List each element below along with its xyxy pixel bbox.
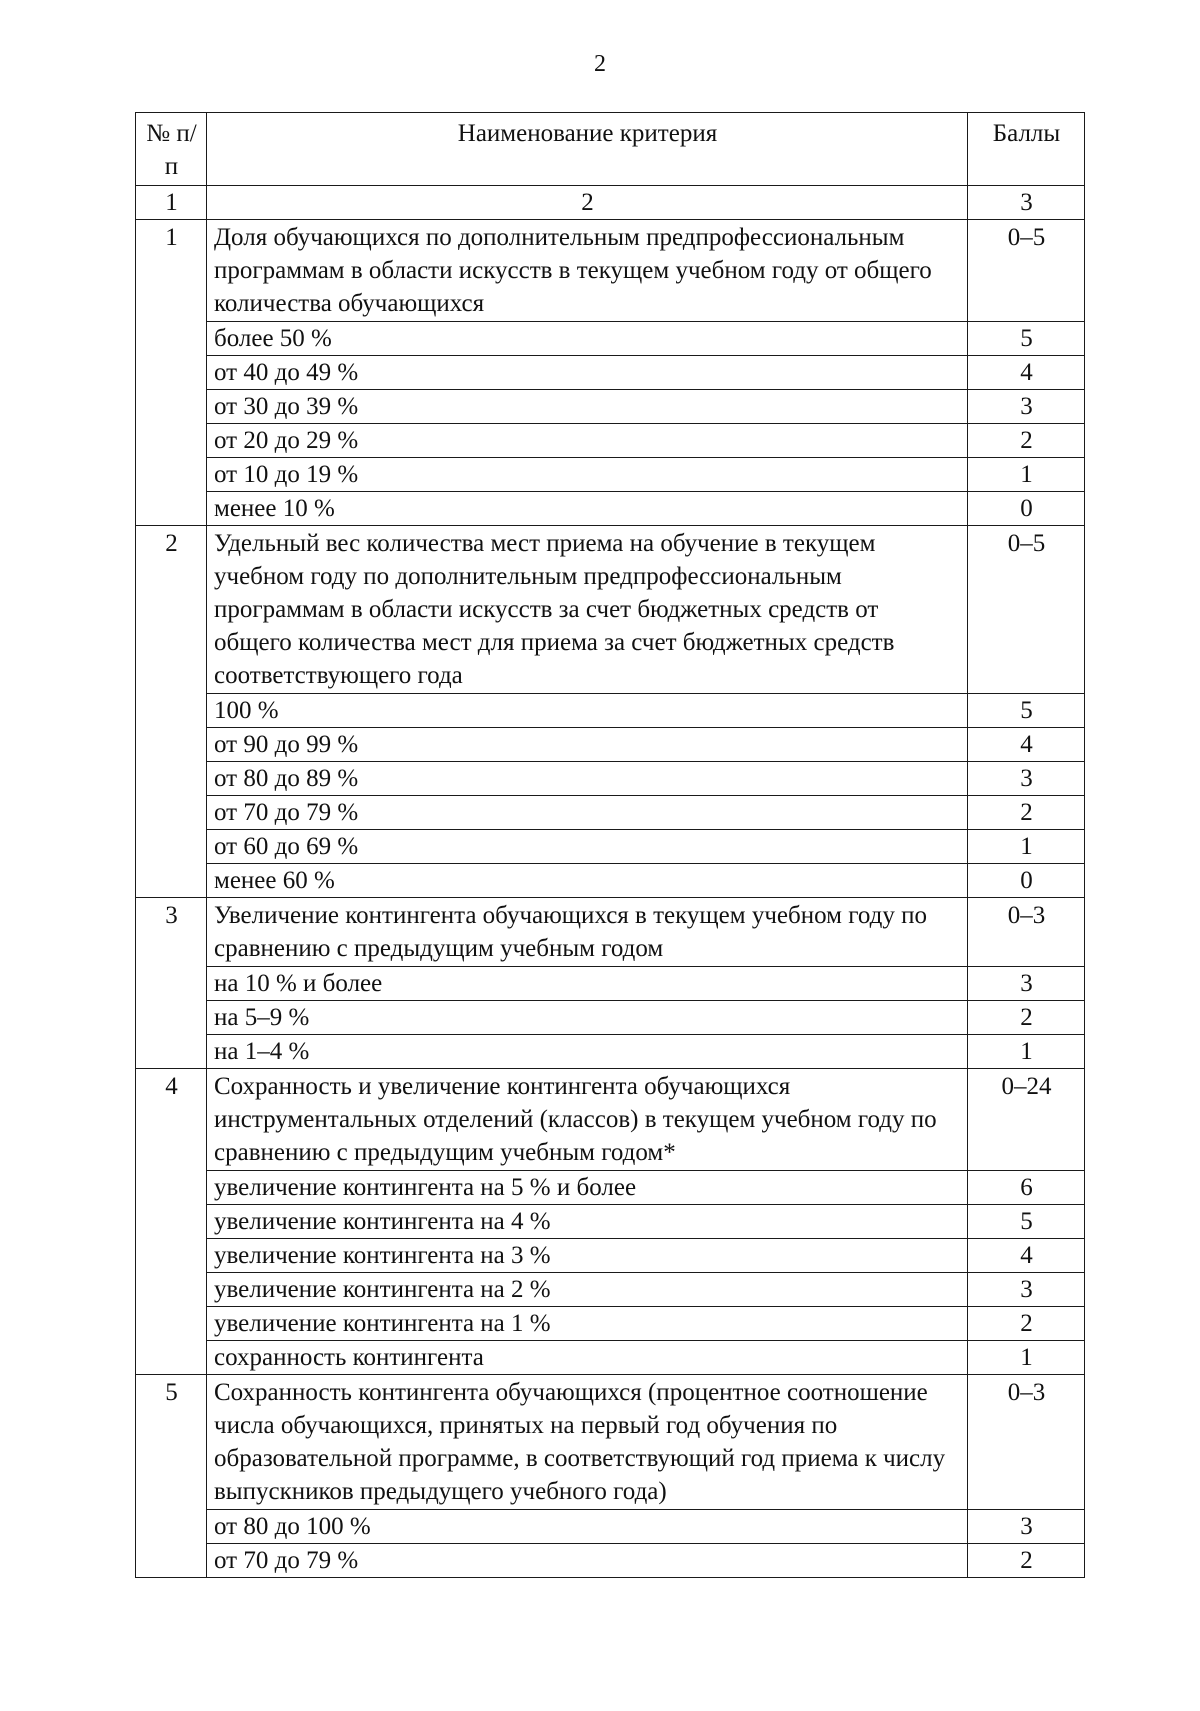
option-label: от 90 до 99 %	[207, 728, 968, 762]
option-row	[136, 424, 1085, 458]
option-label: менее 60 %	[207, 864, 968, 898]
option-label: 100 %	[207, 694, 968, 728]
option-row	[136, 864, 1085, 898]
page-number: 2	[594, 51, 606, 77]
header-name: Наименование критерия	[207, 113, 968, 186]
criterion-points-range: 0–5	[968, 220, 1085, 322]
criterion-row	[136, 1375, 1085, 1510]
option-points: 2	[968, 424, 1085, 458]
option-label: на 5–9 %	[207, 1001, 968, 1035]
option-row	[136, 492, 1085, 526]
header-points: Баллы	[968, 113, 1085, 186]
option-points: 5	[968, 1205, 1085, 1239]
criterion-name: Доля обучающихся по дополнительным предпрофессиональным программам в области искусств в текущем учебном году от общего количества обучающихся	[207, 220, 968, 322]
column-number-2: 2	[207, 186, 968, 220]
option-label: от 80 до 89 %	[207, 762, 968, 796]
option-points: 1	[968, 458, 1085, 492]
option-label: от 10 до 19 %	[207, 458, 968, 492]
option-points: 5	[968, 322, 1085, 356]
criterion-name: Сохранность контингента обучающихся (процентное соотношение числа обучающихся, принятых на первый год обучения по образовательной программе, в соответствующий год приема к числу выпускников предыдущего учебного года)	[207, 1375, 968, 1510]
option-row	[136, 1171, 1085, 1205]
option-row	[136, 1205, 1085, 1239]
criterion-number: 2	[136, 526, 207, 898]
option-label: от 70 до 79 %	[207, 1544, 968, 1578]
option-points: 1	[968, 1035, 1085, 1069]
option-label: сохранность контингента	[207, 1341, 968, 1375]
option-row	[136, 1544, 1085, 1578]
criterion-number: 4	[136, 1069, 207, 1375]
option-points: 1	[968, 1341, 1085, 1375]
option-points: 3	[968, 762, 1085, 796]
option-row	[136, 1001, 1085, 1035]
option-points: 2	[968, 1307, 1085, 1341]
option-row	[136, 830, 1085, 864]
criterion-number: 5	[136, 1375, 207, 1578]
criterion-points-range: 0–3	[968, 898, 1085, 967]
criterion-points-range: 0–3	[968, 1375, 1085, 1510]
option-label: от 70 до 79 %	[207, 796, 968, 830]
criterion-row	[136, 220, 1085, 322]
option-row	[136, 1035, 1085, 1069]
option-label: увеличение контингента на 4 %	[207, 1205, 968, 1239]
option-row	[136, 796, 1085, 830]
option-points: 4	[968, 728, 1085, 762]
option-label: увеличение контингента на 2 %	[207, 1273, 968, 1307]
option-points: 6	[968, 1171, 1085, 1205]
option-row	[136, 322, 1085, 356]
option-points: 0	[968, 492, 1085, 526]
criterion-points-range: 0–24	[968, 1069, 1085, 1171]
option-points: 2	[968, 796, 1085, 830]
option-label: от 30 до 39 %	[207, 390, 968, 424]
criterion-number: 1	[136, 220, 207, 526]
criterion-points-range: 0–5	[968, 526, 1085, 694]
option-row	[136, 458, 1085, 492]
criteria-table-body	[136, 113, 1085, 1578]
column-number-3: 3	[968, 186, 1085, 220]
header-num: № п/п	[136, 113, 207, 186]
option-label: увеличение контингента на 5 % и более	[207, 1171, 968, 1205]
option-label: более 50 %	[207, 322, 968, 356]
option-label: увеличение контингента на 3 %	[207, 1239, 968, 1273]
column-numbers-row	[136, 186, 1085, 220]
option-row	[136, 762, 1085, 796]
option-points: 3	[968, 390, 1085, 424]
option-row	[136, 390, 1085, 424]
option-points: 3	[968, 967, 1085, 1001]
option-points: 2	[968, 1001, 1085, 1035]
option-label: от 40 до 49 %	[207, 356, 968, 390]
column-number-1: 1	[136, 186, 207, 220]
option-row	[136, 967, 1085, 1001]
criterion-name: Удельный вес количества мест приема на обучение в текущем учебном году по дополнительным предпрофессиональным программам в области искусств за счет бюджетных средств от общего количества мест для приема за счет бюджетных средств соответствующего года	[207, 526, 968, 694]
criterion-name: Увеличение контингента обучающихся в текущем учебном году по сравнению с предыдущим учебным годом	[207, 898, 968, 967]
option-points: 3	[968, 1510, 1085, 1544]
option-row	[136, 1273, 1085, 1307]
criterion-name: Сохранность и увеличение контингента обучающихся инструментальных отделений (классов) в текущем учебном году по сравнению с предыдущим учебным годом*	[207, 1069, 968, 1171]
option-row	[136, 694, 1085, 728]
option-label: от 60 до 69 %	[207, 830, 968, 864]
option-points: 1	[968, 830, 1085, 864]
option-label: на 1–4 %	[207, 1035, 968, 1069]
option-label: увеличение контингента на 1 %	[207, 1307, 968, 1341]
criterion-row	[136, 898, 1085, 967]
criterion-row	[136, 526, 1085, 694]
option-label: от 20 до 29 %	[207, 424, 968, 458]
option-label: от 80 до 100 %	[207, 1510, 968, 1544]
option-row	[136, 1239, 1085, 1273]
option-points: 0	[968, 864, 1085, 898]
option-points: 4	[968, 356, 1085, 390]
option-row	[136, 728, 1085, 762]
criterion-number: 3	[136, 898, 207, 1069]
option-points: 2	[968, 1544, 1085, 1578]
option-points: 5	[968, 694, 1085, 728]
option-row	[136, 1307, 1085, 1341]
option-row	[136, 1341, 1085, 1375]
option-row	[136, 356, 1085, 390]
option-row	[136, 1510, 1085, 1544]
option-label: менее 10 %	[207, 492, 968, 526]
option-points: 4	[968, 1239, 1085, 1273]
criterion-row	[136, 1069, 1085, 1171]
option-label: на 10 % и более	[207, 967, 968, 1001]
option-points: 3	[968, 1273, 1085, 1307]
header-row	[136, 113, 1085, 186]
criteria-table	[135, 112, 1085, 1578]
